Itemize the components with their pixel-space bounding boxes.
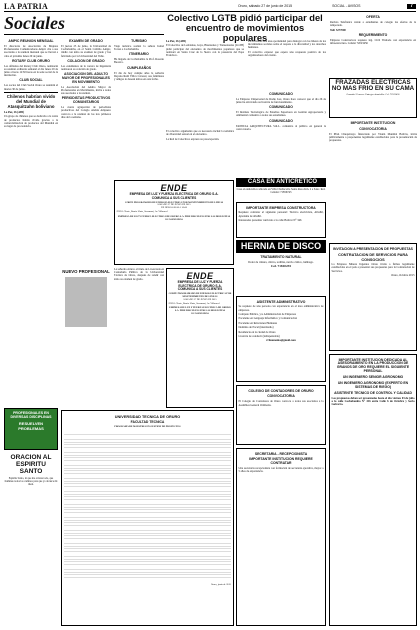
col3-heading-1: TURISMO xyxy=(131,39,147,43)
oferta-box xyxy=(329,13,417,75)
oracion-body: Espíritu Santo, tú que me aclaras todo, que iluminas todos los caminos para que yo alcance mi ideal. xyxy=(4,477,58,487)
aviso-sub-2: UN INGENIERO AGRONOMO (EXPERTO EN SISTEMAS DE RIEGO) xyxy=(337,381,409,389)
col2-text-2: Los estudiantes de la carrera de Ingeniería realizaron su colación de grado. xyxy=(61,64,111,71)
invitacion-subtitle: CONTRATACION DE SERVICIOS PARA CONSOCIOS xyxy=(338,253,408,262)
col1-text-2: Los afiliados del Rotary Club Oruro, realizarán su reunión ordinaria semanal el día lunes 29 de junio a horas 12:30 horas en la sede social de la institución. xyxy=(4,64,58,78)
comunicado1-title: COMUNICADO xyxy=(269,92,293,96)
frezadas-ad xyxy=(329,78,417,118)
oferta-body: Revista Telefónica vende a estudiantes de colegio las ofertas de la temporada. xyxy=(330,20,416,28)
lgtb-text-2: La actividad será una oportunidad para dialogar con los líderes de los movimientos sociales sobre el respeto a la diversidad y los derechos humanos. xyxy=(248,40,326,50)
secretaria-title: SECRETARIA - RECEPCIONISTA xyxy=(254,451,308,456)
comunicado2-title: COMUNICADO xyxy=(269,105,293,110)
comunicado3-title: COMUNICADO xyxy=(269,118,293,123)
hernia-subtitle: TRATAMIENTO NATURAL xyxy=(260,255,302,259)
asistente-item-5: Residencia en la ciudad de Oruro xyxy=(238,330,276,334)
colectivo2-text-1: El colectivo argumentó que es necesario incluir la temática de diversidad sexual en el encuentro. xyxy=(166,130,234,137)
bsuto-notice xyxy=(329,120,417,240)
ende-hours: DE HORAS 08:30 A 16:00 xyxy=(160,206,188,210)
headline: Colectivo LGTB pidió participar del encuentro de movimientos populares xyxy=(167,13,323,44)
aviso-ad xyxy=(329,354,417,626)
uto-notice xyxy=(61,410,234,626)
comunicado3-body: FANNCIA ARQUITECTURA S.R.L. comunica al público en general la convocatoria. xyxy=(236,124,326,131)
ende-zones-2: ZONA: Norte, Barrio Vinto, Socamani, Av. Villarroel xyxy=(168,302,220,306)
col1-heading-3: CLUB SOCIAL xyxy=(19,78,43,83)
asistente-title: ASISTENTE ADMINISTRATIVO xyxy=(256,299,306,304)
header-date: Oruro, sábado 27 de junio de 2015 xyxy=(237,4,293,9)
col3-heading-2: ITINERARIO xyxy=(129,52,149,57)
lgtb-text-1: El Colectivo de Lesbianas, Gays, Bisexuales y Transexuales (LGTB) pidió participar del encuentro de movimientos populares que se realizará en Santa Cruz de la Sierra con la presencia del Papa Francisco. xyxy=(166,44,244,57)
column-1 xyxy=(4,38,58,264)
bsuto-title: IMPORTANTE INSTITUCION xyxy=(350,121,396,125)
col2-heading-3: ASOCIACION DEL ADULTO MAYOR DE PROFESIONALES EN MOVIMIENTO xyxy=(62,72,110,84)
secretaria-subtitle: IMPORTANTE INSTITUCION REQUIERE CONTRATAR xyxy=(249,457,313,466)
ende-subtitle: COMUNICA A SUS CLIENTES xyxy=(151,195,197,200)
uto-subtitle: FACULTAD TECNICA xyxy=(130,420,165,425)
comunicado2-body: El Instituto Tecnológico de Estudios Superiores en Gestión Agropecuaria y Ambiental comunica a todos sus estudiantes. xyxy=(236,111,326,118)
ende-logo: ENDE xyxy=(160,182,188,193)
comunicados xyxy=(236,91,326,177)
header-section: SOCIAL - AVISOS xyxy=(332,4,361,9)
invitacion-body: La Empresa Minera Ingenios Oruro invita a firmas legalmente establecidas en el país a presentar sus propuestas para la Contratación de Servicios. xyxy=(331,263,415,273)
ende-body: CORTE PROGRAMADO DE ENERGIA ELECTRICA POR MANTENIMIENTO DE LINEAS xyxy=(124,200,224,204)
uto-table xyxy=(64,432,231,582)
casa-banner: CASA EN ANTICRETICO xyxy=(236,178,326,187)
oferta-title: OFERTA xyxy=(366,15,380,19)
bsuto-body: El PDA Chuquirrayo financiado por Visión Mundial Bolivia, invita públicamente a proponentes legalmente establecidos para la presentación de propuestas. xyxy=(329,132,417,143)
newspaper-logo: LA PATRIA xyxy=(4,1,48,11)
col3-heading-3: CUMPLEAÑOS xyxy=(126,65,152,70)
asistente-item-3: Excelente en Relaciones Humanas xyxy=(238,321,278,325)
nuevo-profesional xyxy=(61,268,111,408)
profesionales-ad xyxy=(4,408,58,450)
oracion-box xyxy=(4,454,58,626)
asistente-contact: rrhuamenta@gmail.com xyxy=(266,339,296,343)
constructora-contact: Interesados presentar currículo a la calle Bolívar N° 346 xyxy=(238,219,302,222)
bsuto-subtitle: CONVOCATORIA xyxy=(359,126,387,131)
asistente-ad xyxy=(236,296,326,382)
requerimiento-body: Empresa Constructora requiere ing. Civil Titulado con experiencia en infraestructura. Celular 72023456 xyxy=(330,38,416,45)
ende-ad-1 xyxy=(114,180,234,265)
uto-footer: Oruro, junio de 2015 xyxy=(210,583,231,587)
colegio-body: El Colegio de Contadores de Oruro convoca a todos sus asociados a la Asamblea General Ordinaria. xyxy=(238,400,324,407)
invitacion-title: INVITACION A PRESENTACION DE PROPUESTAS xyxy=(333,246,413,251)
nuevo-body: La señorita obtuvo el título de Licenciada en Contaduría Pública de la Universidad Técnica de Oruro, después de rendir con éxito su examen de grado. xyxy=(114,268,164,281)
colectivo2-text-2: La Red de Colectivos expresó su preocupación. xyxy=(166,137,220,141)
constructora-ad xyxy=(236,202,326,238)
hernia-body: Dolor de cintura, ciática, rodillas, nervio ciático, lumbago. xyxy=(248,260,314,264)
col2-heading-2: COLACION DE GRADO xyxy=(67,58,105,63)
aviso-footer: Las propuestas deben ser presentadas hasta el día viernes 03 de julio a la calle Cochabamba N° 416 entre Calle 6 de Octubre y Soria Galvarro. xyxy=(331,396,415,407)
invitacion-footer: Oruro, Octubre 2015 xyxy=(391,273,415,277)
ende-ad-2 xyxy=(166,268,234,408)
constructora-title: IMPORTANTE EMPRESA CONSTRUCTORA xyxy=(246,205,316,210)
nuevo-title: NUEVO PROFESIONAL xyxy=(62,269,110,274)
nuevo-profesional-text xyxy=(114,268,164,408)
column-2 xyxy=(61,38,111,264)
colegio-title: COLEGIO DE CONTADORES DE ORURO xyxy=(248,388,314,393)
ende-date-2: SABADO 27 DE JUNIO DE 2015 xyxy=(183,297,217,301)
column-3 xyxy=(114,38,164,178)
ende-date: SABADO 27 DE JUNIO DE 2015 xyxy=(157,203,191,207)
col3-text-2: Ha llegado de Cochabamba la Prof. Rosario Becerra. xyxy=(114,58,164,65)
ende-note-2: EMPRESA DE LUZ Y FUERZA ELECTRICA DE ORURO S.A. PIDE DISCULPAS POR LAS MOLESTIAS OCASIONADAS xyxy=(169,306,231,315)
asistente-item-2: Excelente en Lenguaje Informático y Comunicación xyxy=(238,317,297,321)
col1-heading-2: ROTARY CLUB ORURO xyxy=(12,58,50,63)
comunicado1-body: La Empresa Unipersonal de Radio Luz, Oruro hace conocer que el día 26 de junio ha extraviado su licencia de funcionamiento. xyxy=(236,97,326,105)
profesionales-body: RESUELVEN PROBLEMAS xyxy=(18,421,44,431)
frezadas-body: Garantía 12 meses. Entrega a domicilio. Cel. 72523456 xyxy=(346,92,400,96)
sociales-title: Sociales xyxy=(4,13,65,33)
oracion-title: ORACION AL ESPIRITU SANTO xyxy=(10,454,52,476)
ende-note: EMPRESA DE LUZ Y FUERZA ELECTRICA DE ORURO S.A. PIDE DISCULPAS POR LAS MOLESTIAS OCASIONADAS xyxy=(117,214,231,221)
ende-subtitle-2: COMUNICA A SUS CLIENTES xyxy=(177,287,223,292)
col2-text-4: La cuarta agrupación de periodistas productivos del Colegio Andrés Ampuero convoca a la reunión de los tres primeros días de la semana. xyxy=(61,106,111,119)
graduate-photo xyxy=(65,277,107,327)
colegio-subtitle: CONVOCATORIA xyxy=(267,394,295,399)
col2-text-1: El jueves 25 de junio, la Universidad de Cochabamba, en el Salón Cabildo Ampic, rindió con éxito su examen de grado y fue felicitado por la Universidad del Valle. xyxy=(61,44,111,58)
colegio-ad xyxy=(236,385,326,445)
col2-text-3: La Asociación del Adulto Mayor de Profesionales en Movimiento, invita a todos sus asociados a la reunión. xyxy=(61,85,111,96)
asistente-item-6: Licencia de conducir (indispensable) xyxy=(238,334,280,338)
ende-zones: ZONA: Norte, Barrio Vinto, Socamani, Av. Villarroel xyxy=(116,210,168,214)
ende-body-2: CORTE PROGRAMADO DE ENERGIA ELECTRICA POR MANTENIMIENTO DE LINEAS xyxy=(168,292,232,299)
aviso-sub-3: ASISTENTE TECNICO DE CONTROL Y CALIDAD xyxy=(334,390,412,395)
asistente-item-1: Computo Público, y/o Administración de Empresas xyxy=(238,313,296,316)
profesionales-title: PROFESIONALES EN DIVERSAS DISCIPLINAS xyxy=(10,411,52,420)
frezadas-title: FRAZADAS ELECTRICAS NO MAS FRIO EN SU CAMA xyxy=(331,79,415,93)
constructora-body: Requiere contratar el siguiente personal: Técnico electricista, Albañil, Ayudante de albañil. xyxy=(238,211,324,218)
col2-heading-4: PERIODISTAS PRODUCTIVOS COMUNITARIOS xyxy=(61,96,111,105)
col3-text-1: Viaje turístico realizó la señora Isabel Torrez a Cochabamba. xyxy=(114,44,164,52)
aviso-sub-1: UN INGENIERO SENIOR AGRONOMO xyxy=(342,375,404,380)
colectivo2 xyxy=(166,130,234,178)
lgtb-text-3: El colectivo expresó que espera una respuesta positiva de los organizadores del evento. xyxy=(248,50,326,57)
ende-title: EMPRESA DE LUZ Y FUERZA ELECTRICA DE ORURO S.A. xyxy=(129,191,219,196)
hernia-contact: Cel. 71810235 xyxy=(270,264,292,269)
secretaria-ad xyxy=(236,448,326,626)
hernia-body-box xyxy=(236,254,326,294)
hernia-banner: HERNIA DE DISCO xyxy=(236,240,326,253)
aviso-title: IMPORTANTE INSTITUCION DEDICADA AL ASESORAMIENTO EN LA PRODUCCION DE GRANOS DE ORO REQUIERE EL SIGUIENTE PERSONAL xyxy=(336,357,410,374)
uto-title: UNIVERSIDAD TECNICA DE ORURO xyxy=(114,415,181,419)
requerimiento-title: REQUERIMIENTO xyxy=(358,32,388,37)
secretaria-body: Una secretaria recepcionista con formación de secretaria ejecutiva, mayor a 5 años de experiencia. xyxy=(238,467,324,474)
asistente-body: Se requiere de una persona con experiencia en el área administrativa de empresas. xyxy=(238,305,324,312)
ende-title-2: EMPRESA DE LUZ Y FUERZA ELECTRICA DE ORURO S.A. xyxy=(177,279,223,288)
col2-heading-1: EXAMEN DE GRADO xyxy=(69,39,103,43)
col1-text-4: Un grupo de chilenos que se dedicaba a la venta de productos habría vivido gracias a la comercialización de productos del Mundial en su lugar de procedencia. xyxy=(4,115,58,129)
casa-body: Casa en anticrético ubicada en Villa Challacollo Santa Rosa Km. 2 a Sakc. Ref. Celular: 71856743 xyxy=(236,188,326,195)
oferta-contact: Telf. 5277000 xyxy=(330,28,346,32)
col1-text-1: El directorio de Asociación de Mujeres Profesionales Comunicadoras Ampic cita a sus asociadas a la reunión mensual que se llevará a cabo el próximo lunes 29 de junio. xyxy=(4,44,58,58)
asistente-item-4: Dominio de Excel (intermedio) xyxy=(238,326,274,330)
col1-article-date: La Paz, 26 (ABI) xyxy=(4,111,25,115)
invitacion-ad xyxy=(329,243,417,351)
lgtb-date: La Paz, 26 (ABI) xyxy=(166,40,187,43)
page-number: 7 xyxy=(407,4,416,10)
col3-text-3: El día de hoy cumple años la señorita Dayana Ruth Villca Cáceres; sus familiares y amigos le desean éxitos en esta fecha. xyxy=(114,71,164,81)
ende-logo-2: ENDE xyxy=(186,270,214,281)
col1-heading-1: AMPIC REUNION MENSUAL xyxy=(8,39,54,43)
col1-text-3: Los socios del Club Social Oruro se reunirán el martes 30 de junio. xyxy=(4,84,58,91)
page-header xyxy=(4,2,416,12)
col1-article-title: Chilenos habrían vivido del Mundial de Atasquitzahn boliviano xyxy=(6,94,56,110)
uto-body: PROGRAMA DE MAESTRIA EN GESTION DE PROYECTOS xyxy=(114,425,181,429)
sociales-banner xyxy=(4,13,164,35)
